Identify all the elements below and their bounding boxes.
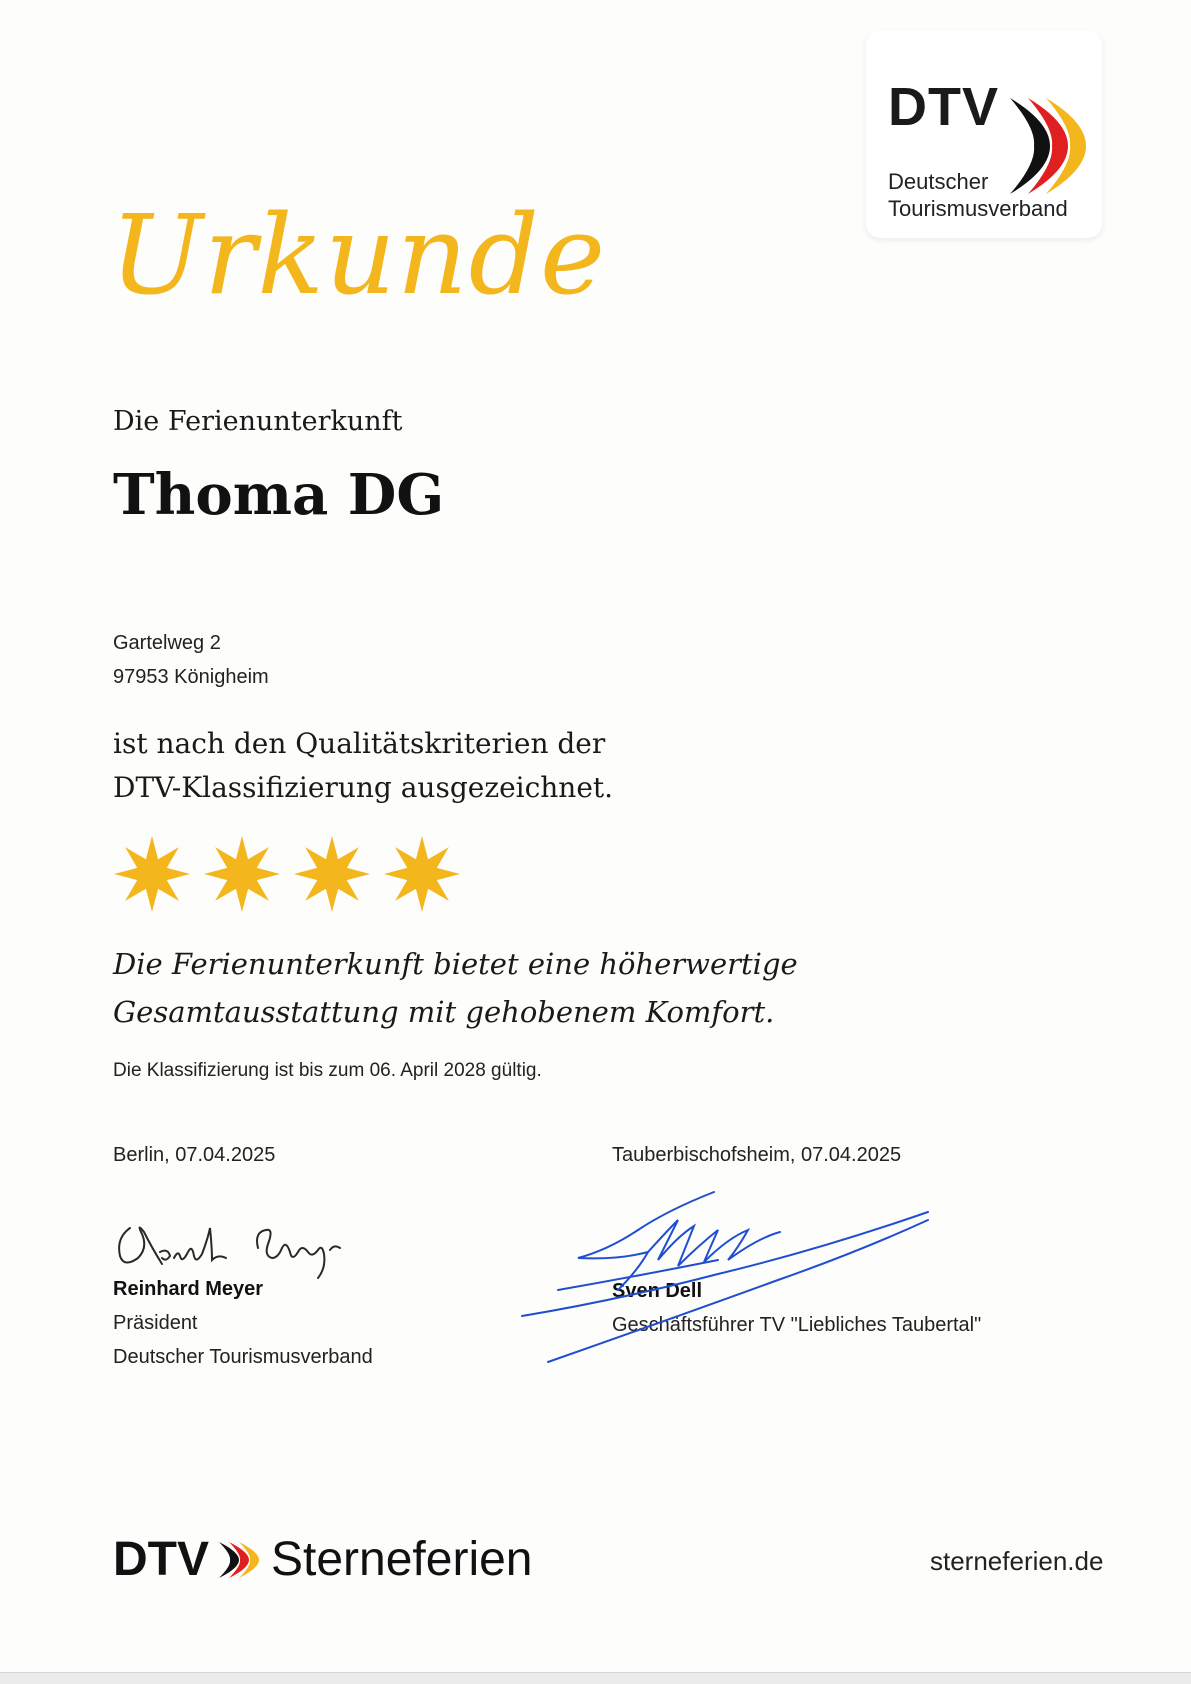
- scan-edge: [0, 1672, 1191, 1684]
- lead-text: Die Ferienunterkunft: [113, 406, 403, 437]
- right-signature: [518, 1190, 938, 1370]
- star-icon: [292, 834, 372, 914]
- address-city: 97953 Königheim: [113, 666, 269, 688]
- dtv-logo: [866, 30, 1102, 238]
- criteria-line2: DTV-Klassifizierung ausgezeichnet.: [113, 771, 614, 804]
- footer-chevrons-icon: [217, 1540, 265, 1580]
- description-line2: Gesamtausstattung mit gehobenem Komfort.: [113, 995, 775, 1029]
- address-street: Gartelweg 2: [113, 632, 221, 654]
- right-signer-name: Sven Dell: [612, 1280, 703, 1302]
- left-signer-role2: Deutscher Tourismusverband: [113, 1346, 373, 1368]
- validity-text: Die Klassifizierung ist bis zum 06. April 2028 gültig.: [113, 1060, 542, 1081]
- description-line1: Die Ferienunterkunft bietet eine höherwertige: [113, 947, 798, 981]
- left-signature: [108, 1208, 368, 1288]
- logo-line2: Tourismusverband: [888, 196, 1068, 221]
- website-link[interactable]: sterneferien.de: [930, 1546, 1104, 1576]
- left-signer-name: Reinhard Meyer: [113, 1278, 264, 1300]
- right-place-date: Tauberbischofsheim, 07.04.2025: [612, 1144, 902, 1166]
- logo-line1: Deutscher: [888, 169, 989, 194]
- left-place-date: Berlin, 07.04.2025: [113, 1144, 276, 1166]
- star-icon: [202, 834, 282, 914]
- star-rating: [112, 834, 462, 914]
- footer-dtv-text: DTV: [113, 1533, 209, 1586]
- right-signer-role1: Geschäftsführer TV "Liebliches Taubertal": [612, 1314, 982, 1336]
- criteria-text: [113, 722, 613, 810]
- footer-brand-name: Sterneferien: [271, 1533, 533, 1586]
- description-text: [113, 940, 798, 1036]
- certificate-title: Urkunde: [110, 191, 607, 319]
- logo-dtv-text: DTV: [888, 77, 999, 137]
- criteria-line1: ist nach den Qualitätskriterien der: [113, 727, 606, 760]
- left-signer-role1: Präsident: [113, 1312, 198, 1334]
- star-icon: [382, 834, 462, 914]
- property-name: Thoma DG: [113, 462, 445, 528]
- logo-subtitle: [888, 168, 1068, 222]
- star-icon: [112, 834, 192, 914]
